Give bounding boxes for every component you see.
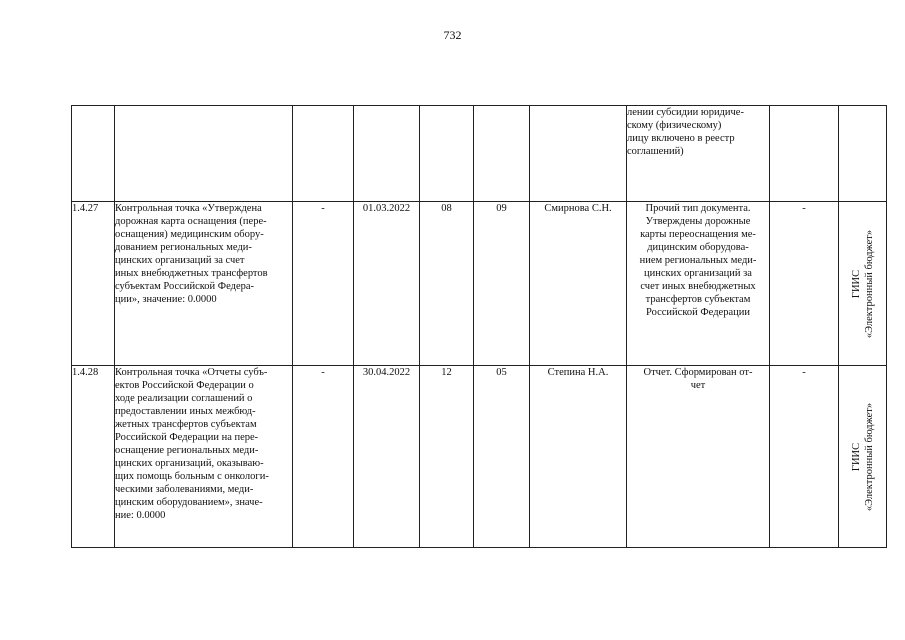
row-description: Контрольная точка «Отчеты субъ- ектов Российской Федерации о ходе реализации соглашений о предоставлении иных межбюд- жетных трансфертов субъектам Российской Федерации на пере- оснащение региональных меди- цинских организаций, оказываю- щих помощь больным с онкологи- ческими заболеваниями, меди- цинским оборудованием», значе- ние: 0.0000 — [115, 366, 293, 548]
cell-empty — [474, 106, 530, 202]
info-system-name: ГИИС — [850, 442, 862, 471]
row-info-system — [839, 202, 887, 366]
row-info-system — [839, 366, 887, 548]
row-col9: - — [770, 202, 839, 366]
row-result: Прочий тип документа. Утверждены дорожные карты переоснащения ме- дицинским оборудова- нием региональных меди- цинских организаций за счет иных внебюджетных трансфертов субъектам Российской Федерации — [627, 202, 770, 366]
table-row — [72, 366, 887, 548]
table-row-continuation — [72, 106, 887, 202]
cell-empty — [293, 106, 354, 202]
cell-result-continuation: лении субсидии юридиче- скому (физическому) лицу включено в реестр соглашений) — [627, 106, 770, 202]
info-system-subtitle: «Электронный бюджет» — [863, 229, 875, 338]
row-date: 01.03.2022 — [354, 202, 420, 366]
row-date: 30.04.2022 — [354, 366, 420, 548]
row-number: 1.4.28 — [72, 366, 115, 548]
row-col3: - — [293, 366, 354, 548]
info-system-subtitle: «Электронный бюджет» — [863, 402, 875, 511]
row-result: Отчет. Сформирован от- чет — [627, 366, 770, 548]
cell-empty — [115, 106, 293, 202]
row-col9: - — [770, 366, 839, 548]
cell-empty — [72, 106, 115, 202]
row-col5: 08 — [420, 202, 474, 366]
info-system-name: ГИИС — [850, 269, 862, 298]
row-responsible: Смирнова С.Н. — [530, 202, 627, 366]
cell-empty — [770, 106, 839, 202]
cell-empty — [420, 106, 474, 202]
row-col3: - — [293, 202, 354, 366]
row-col5: 12 — [420, 366, 474, 548]
cell-empty — [530, 106, 627, 202]
cell-empty — [354, 106, 420, 202]
row-number: 1.4.27 — [72, 202, 115, 366]
row-description: Контрольная точка «Утверждена дорожная карта оснащения (пере- оснащения) медицинским обору- дованием региональных меди- цинских организаций за счет иных внебюджетных трансфертов субъектам Российской Федера- ции», значение: 0.0000 — [115, 202, 293, 366]
row-col6: 05 — [474, 366, 530, 548]
schedule-table — [71, 105, 887, 548]
page-number: 732 — [443, 28, 462, 42]
row-responsible: Степина Н.А. — [530, 366, 627, 548]
table-row — [72, 202, 887, 366]
cell-empty — [839, 106, 887, 202]
row-col6: 09 — [474, 202, 530, 366]
